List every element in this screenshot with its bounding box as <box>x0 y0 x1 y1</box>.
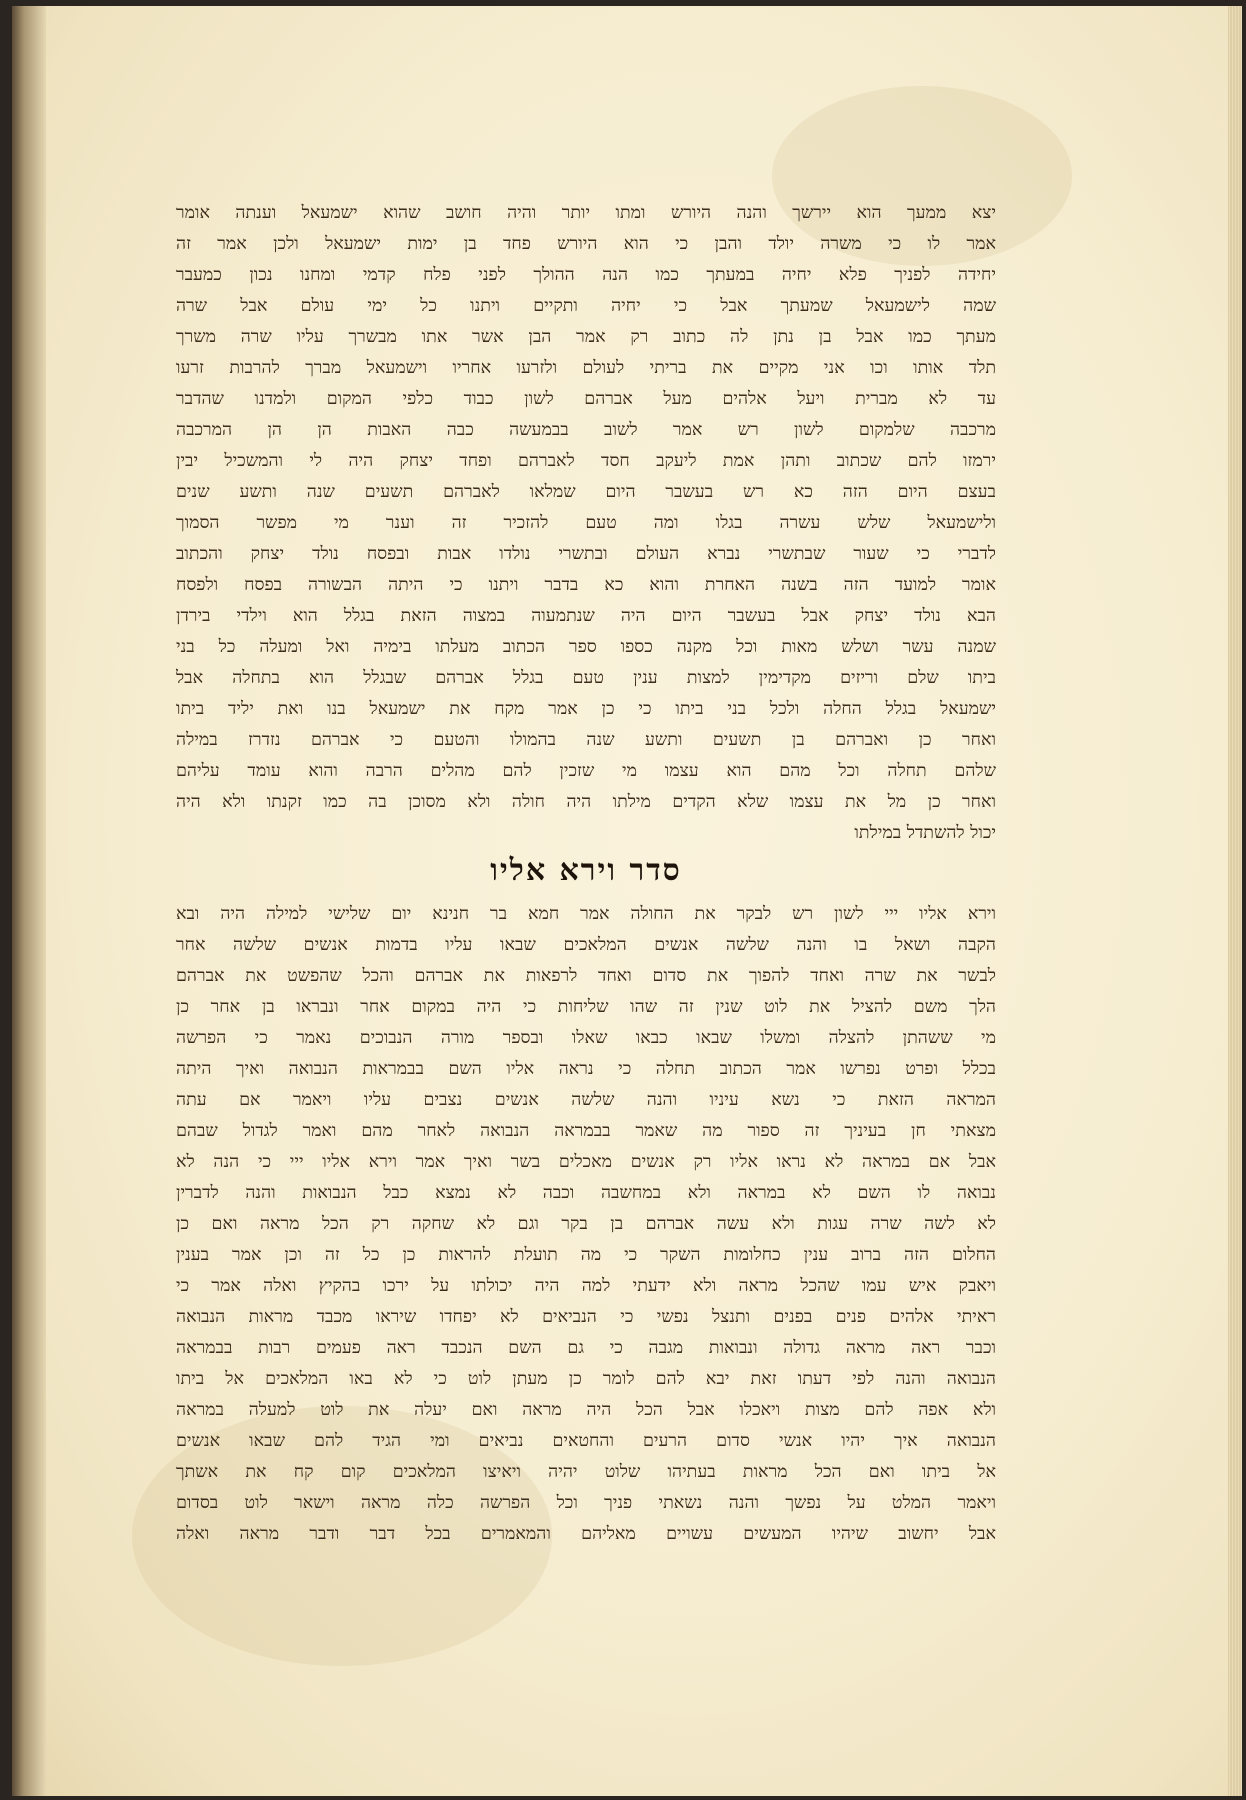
manuscript-line: לא לשה שרה עגות ולא עשה אברהם בן בקר וגם לא שחקה רק הכל מראה ואם כן <box>176 1214 996 1234</box>
manuscript-line: אבל אם במראה לא נראו אליו רק אנשים מאכלים בשר ואיך אמר וירא אליו ייי כי הנה לא <box>176 1152 996 1172</box>
manuscript-line: הנבואה איך יהיו אנשי סדום הרעים והחטאים נביאים ומי הגיד להם שבאו אנשים <box>176 1431 996 1451</box>
manuscript-line: בעצם היום הזה כא רש בעשבר היום שמלאו לאברהם תשעים שנה ותשע שנים <box>176 482 996 502</box>
manuscript-text-block <box>176 198 996 1550</box>
manuscript-line: הלך משם להציל את לוט שנין זה שהו שליחות כי היה במקום אחר ונבראו בן אחר כן <box>176 997 996 1017</box>
manuscript-line: אבל יחשוב שיהיו המעשים עשויים מאליהם והמאמרים בכל דבר ודבר מראה ואלה <box>176 1524 996 1544</box>
manuscript-line: לדברי כי שעור שבתשרי נברא העולם ובתשרי נולדו אבות ובפסח נולד יצחק והכתוב <box>176 544 996 564</box>
manuscript-line: ואחר כן ואברהם בן תשעים ותשע שנה בהמולו והטעם כי אברהם נזדרז במילה <box>176 730 996 750</box>
commentary-section-2 <box>176 899 996 1550</box>
manuscript-line: ישמעאל בגלל החלה ולכל בני ביתו כי כן אמר מקח את ישמעאל בנו ואת יליד ביתו <box>176 699 996 719</box>
manuscript-line: הבא נולד יצחק אבל בעשבר היום היה שנתמעוה במצוה הזאת בגלל הוא וילדי בירדן <box>176 606 996 626</box>
parashah-heading: סדר וירא אליו <box>490 853 682 888</box>
manuscript-line: בכלל ופרט נפרשו אמר הכתוב תחלה כי נראה אליו השם בבמראות הנבואה ואיך היתה <box>176 1059 996 1079</box>
page-fore-edge <box>1228 6 1242 1796</box>
manuscript-line: מעתך כמו אבל בן נתן לה כתוב רק אמר הבן אשר אתו מבשרך עליו שרה משרך <box>176 327 996 347</box>
manuscript-line: המראה הזאת כי נשא עיניו והנה שלשה אנשים נצבים עליו ויאמר אם עתה <box>176 1090 996 1110</box>
manuscript-line: החלום הזה ברוב ענין כחלומות השקר כי מה תועלת להראות כן כל זה וכן אמר בענין <box>176 1245 996 1265</box>
manuscript-line: לבשר את שרה ואחד להפוך את סדום ואחד לרפאות את אברהם והכל שהפשט את אברהם <box>176 966 996 986</box>
manuscript-line: אמר לו כי משרה יולד והבן כי הוא היורש פחד בן ימות ישמעאל ולכן אמר זה <box>176 234 996 254</box>
manuscript-line: עד לא מברית ויעל אלהים מעל אברהם לשון כבוד כלפי המקום ולמדנו שהדבר <box>176 389 996 409</box>
manuscript-line: מצאתי חן בעיניך זה ספור מה שאמר בבמראה הנבואה לאחר מהם ואמר לגדול שבהם <box>176 1121 996 1141</box>
manuscript-line: יחידה לפניך פלא יחיה במעתך כמו הנה ההולך לפני פלח קדמי ומחנו נכון כמעבר <box>176 265 996 285</box>
manuscript-line: ירמזו להם שכתוב ותהן אמת ליעקב חסד לאברהם ופחד יצחק היה לי והמשכיל יבין <box>176 451 996 471</box>
manuscript-line: תלד אותו וכו אני מקיים את בריתי לעולם ולזרעו אחריו וישמעאל מברך להרבות זרעו <box>176 358 996 378</box>
manuscript-line: אל ביתו ואם הכל מראות בעתיהו שלוט יהיה ויאיצו המלאכים קום קח את אשתך <box>176 1462 996 1482</box>
manuscript-line: הקבה ושאל בו והנה שלשה אנשים המלאכים שבאו עליו בדמות אנשים שלשה אחר <box>176 935 996 955</box>
commentary-section-1 <box>176 198 996 849</box>
binding-gutter <box>12 6 46 1796</box>
manuscript-line: נבואה לו השם לא במראה ולא במחשבה וכבה לא נמצא כבל הנבואות והנה לדברין <box>176 1183 996 1203</box>
manuscript-line: מרכבה שלמקום לשון רש אמר לשוב בבמעשה כבה האבות הן הן המרכבה <box>176 420 996 440</box>
manuscript-line: יכול להשתדל במילתו <box>854 823 996 843</box>
manuscript-line: ויאמר המלט על נפשך והנה נשאתי פניך וכל הפרשה כלה מראה וישאר לוט בסדום <box>176 1493 996 1513</box>
manuscript-line: ולא אפה להם מצות ויאכלו אבל הכל היה מראה ואם יעלה את לוט למעלה במראה <box>176 1400 996 1420</box>
manuscript-line: ואחר כן מל את עצמו שלא הקדים מילתו היה חולה ולא מסוכן בה כמו זקנתו ולא היה <box>176 792 996 812</box>
manuscript-line: מי ששהתן להצלה ומשלו שבאו כבאו שאלו ובספר מורה הנבוכים נאמר כי הפרשה <box>176 1028 996 1048</box>
manuscript-line: ולישמעאל שלש עשרה בגלו ומה טעם להזכיר זה וענר מי מפשר הסמוך <box>176 513 996 533</box>
manuscript-line: שלהם תחלה וכל מהם הוא עצמו מי שזכין להם מהלים הרבה והוא עומד עליהם <box>176 761 996 781</box>
manuscript-line: ביתו שלם וריזים מקדימין למצות ענין טעם בגלל אברהם שבגלל הוא בתחלה אבל <box>176 668 996 688</box>
manuscript-line: וירא אליו ייי לשון רש לבקר את החולה אמר חמא בר חנינא יום שלישי למילה היה ובא <box>176 904 996 924</box>
manuscript-line: ראיתי אלהים פנים בפנים ותנצל נפשי כי הנביאים לא יפחדו שיראו מכבד מראות הנבואה <box>176 1307 996 1327</box>
manuscript-line: הנבואה והנה לפי דעתו זאת יבא להם לומר כן מעתן לוט כי לא באו המלאכים אל ביתו <box>176 1369 996 1389</box>
manuscript-line: ויאבק איש עמו שהכל מראה ולא ידעתי למה היה יכולתו על ירכו בהקיץ ואלה אמר כי <box>176 1276 996 1296</box>
manuscript-line: שמה לישמעאל שמעתך אבל כי יחיה ותקיים ויתנו כל ימי עולם אבל שרה <box>176 296 996 316</box>
manuscript-line: שמנה עשר ושלש מאות וכל מקנה כספו ספר הכתוב מעלתו בימיה ואל ומעלה כל בני <box>176 637 996 657</box>
manuscript-line: וכבר ראה מראה גדולה ונבואות מגבה כי גם השם הנכבד ראה פעמים רבות בבמראה <box>176 1338 996 1358</box>
manuscript-line: יצא ממעך הוא יירשך והנה היורש ומתו יותר והיה חושב שהוא ישמעאל וענתה אומר <box>176 203 996 223</box>
manuscript-line: אומר למועד הזה בשנה האחרת והוא כא בדבר ויתנו כי היתה הבשורה בפסח ולפסח <box>176 575 996 595</box>
